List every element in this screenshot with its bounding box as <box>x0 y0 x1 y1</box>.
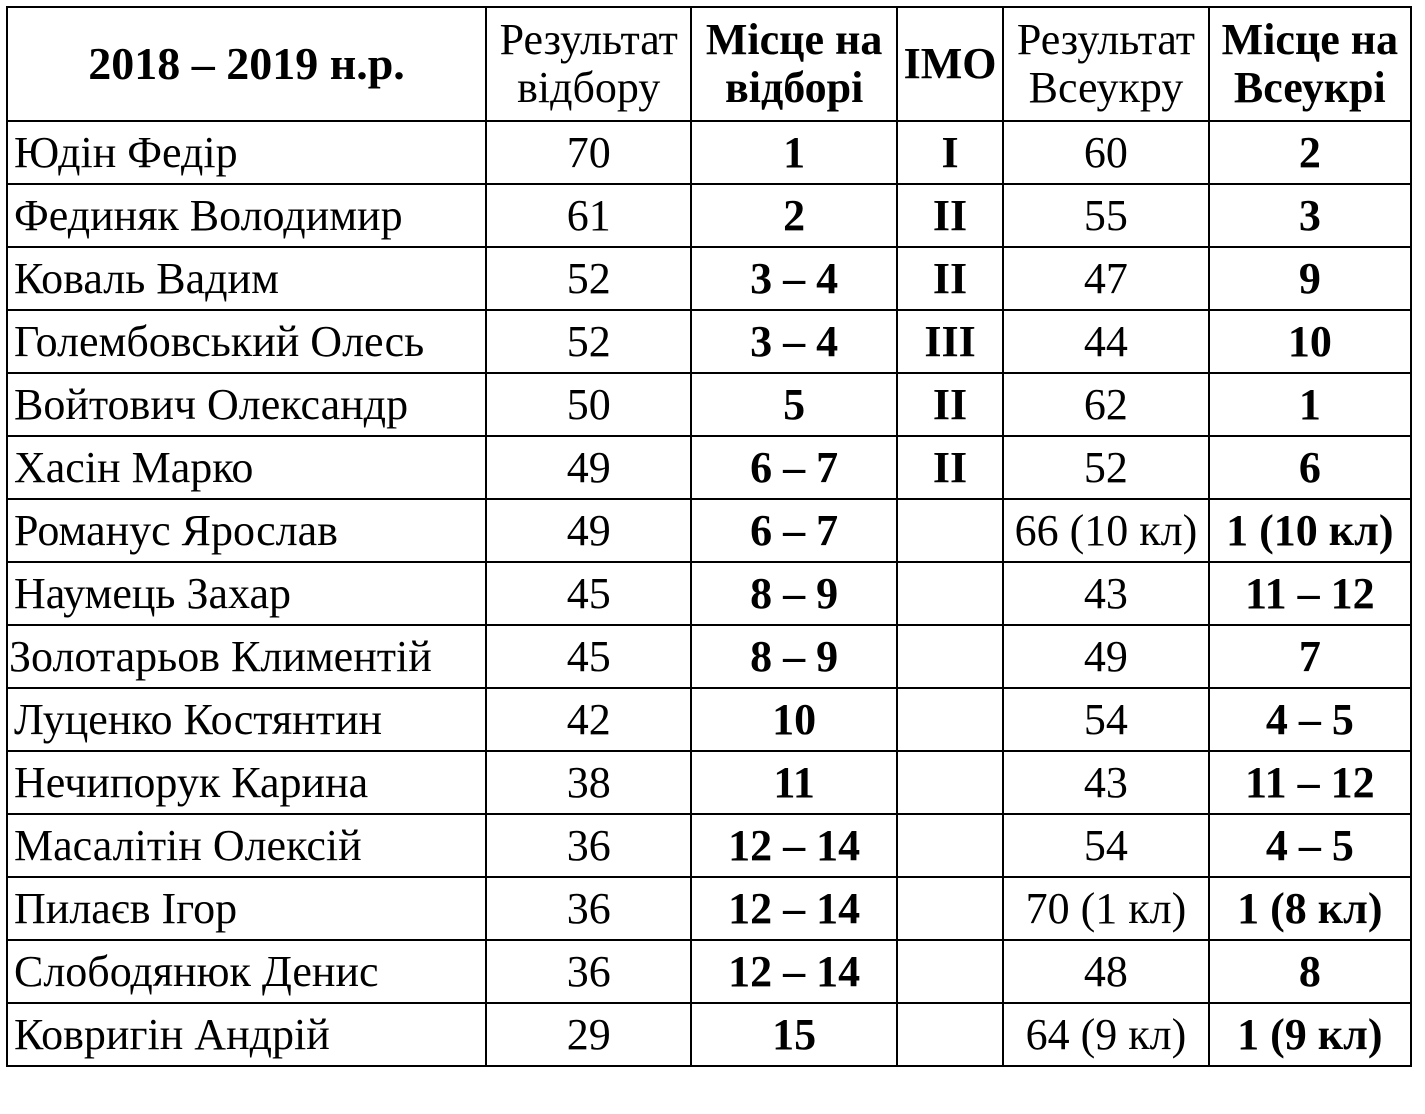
national-result: 55 <box>1003 184 1208 247</box>
national-place: 1 (8 кл) <box>1209 877 1411 940</box>
header-selection-place <box>691 7 896 121</box>
student-name: Ковригін Андрій <box>7 1003 486 1066</box>
student-name: Фединяк Володимир <box>7 184 486 247</box>
national-result: 52 <box>1003 436 1208 499</box>
selection-result: 45 <box>486 625 691 688</box>
selection-place: 12 – 14 <box>691 814 896 877</box>
selection-place: 11 <box>691 751 896 814</box>
student-name: Наумець Захар <box>7 562 486 625</box>
imo-medal: II <box>897 373 1003 436</box>
imo-medal <box>897 1003 1003 1066</box>
header-national-result-line2: Всеукру <box>1028 63 1184 112</box>
table-row <box>7 121 1411 184</box>
table-row <box>7 814 1411 877</box>
imo-medal <box>897 877 1003 940</box>
national-result: 48 <box>1003 940 1208 1003</box>
national-place: 10 <box>1209 310 1411 373</box>
table-row <box>7 940 1411 1003</box>
student-name: Войтович Олександр <box>7 373 486 436</box>
academic-year-title: 2018 – 2019 н.р. <box>7 7 486 121</box>
student-name: Луценко Костянтин <box>7 688 486 751</box>
imo-medal: II <box>897 184 1003 247</box>
selection-result: 38 <box>486 751 691 814</box>
selection-place: 12 – 14 <box>691 877 896 940</box>
imo-medal <box>897 499 1003 562</box>
student-name: Хасін Марко <box>7 436 486 499</box>
header-national-place-line2: Всеукрі <box>1233 63 1386 112</box>
imo-medal <box>897 688 1003 751</box>
student-name: Романус Ярослав <box>7 499 486 562</box>
header-selection-place-line1: Місце на <box>705 15 883 64</box>
selection-result: 49 <box>486 499 691 562</box>
national-result: 64 (9 кл) <box>1003 1003 1208 1066</box>
student-name: Пилаєв Ігор <box>7 877 486 940</box>
student-name: Масалітін Олексій <box>7 814 486 877</box>
table-row <box>7 625 1411 688</box>
imo-medal: II <box>897 436 1003 499</box>
imo-medal <box>897 751 1003 814</box>
table-row <box>7 562 1411 625</box>
national-result: 54 <box>1003 688 1208 751</box>
header-row <box>7 7 1411 121</box>
national-place: 7 <box>1209 625 1411 688</box>
national-place: 3 <box>1209 184 1411 247</box>
national-place: 1 (10 кл) <box>1209 499 1411 562</box>
national-result: 49 <box>1003 625 1208 688</box>
header-national-result <box>1003 7 1208 121</box>
selection-result: 50 <box>486 373 691 436</box>
selection-place: 2 <box>691 184 896 247</box>
selection-result: 42 <box>486 688 691 751</box>
table-row <box>7 184 1411 247</box>
national-result: 43 <box>1003 562 1208 625</box>
selection-place: 15 <box>691 1003 896 1066</box>
selection-place: 1 <box>691 121 896 184</box>
header-national-place <box>1209 7 1411 121</box>
table-row <box>7 310 1411 373</box>
imo-medal <box>897 940 1003 1003</box>
header-selection-result-line1: Результат <box>499 15 678 64</box>
national-result: 62 <box>1003 373 1208 436</box>
imo-medal: I <box>897 121 1003 184</box>
table-row <box>7 877 1411 940</box>
header-imo: IMO <box>897 7 1003 121</box>
selection-place: 10 <box>691 688 896 751</box>
selection-place: 3 – 4 <box>691 247 896 310</box>
student-name: Юдін Федір <box>7 121 486 184</box>
table-row <box>7 751 1411 814</box>
table-row <box>7 247 1411 310</box>
national-result: 43 <box>1003 751 1208 814</box>
national-place: 6 <box>1209 436 1411 499</box>
national-result: 60 <box>1003 121 1208 184</box>
selection-place: 8 – 9 <box>691 625 896 688</box>
table-row <box>7 436 1411 499</box>
imo-medal <box>897 814 1003 877</box>
national-place: 1 <box>1209 373 1411 436</box>
imo-medal: II <box>897 247 1003 310</box>
selection-result: 70 <box>486 121 691 184</box>
national-place: 4 – 5 <box>1209 688 1411 751</box>
selection-result: 61 <box>486 184 691 247</box>
selection-place: 5 <box>691 373 896 436</box>
national-result: 66 (10 кл) <box>1003 499 1208 562</box>
national-place: 9 <box>1209 247 1411 310</box>
national-result: 54 <box>1003 814 1208 877</box>
national-place: 2 <box>1209 121 1411 184</box>
selection-result: 45 <box>486 562 691 625</box>
imo-medal <box>897 562 1003 625</box>
selection-place: 12 – 14 <box>691 940 896 1003</box>
selection-result: 36 <box>486 814 691 877</box>
selection-result: 52 <box>486 310 691 373</box>
selection-result: 36 <box>486 940 691 1003</box>
national-place: 11 – 12 <box>1209 562 1411 625</box>
header-selection-result <box>486 7 691 121</box>
student-name: Коваль Вадим <box>7 247 486 310</box>
table-row <box>7 1003 1411 1066</box>
national-result: 47 <box>1003 247 1208 310</box>
student-name: Голембовський Олесь <box>7 310 486 373</box>
national-result: 70 (1 кл) <box>1003 877 1208 940</box>
national-place: 8 <box>1209 940 1411 1003</box>
results-table <box>6 6 1412 1067</box>
student-name: Нечипорук Карина <box>7 751 486 814</box>
table-row <box>7 373 1411 436</box>
selection-place: 6 – 7 <box>691 499 896 562</box>
selection-place: 6 – 7 <box>691 436 896 499</box>
selection-place: 3 – 4 <box>691 310 896 373</box>
header-selection-place-line2: відборі <box>724 63 864 112</box>
selection-result: 52 <box>486 247 691 310</box>
student-name: Золотарьов Климентій <box>7 625 486 688</box>
table-row <box>7 499 1411 562</box>
selection-result: 36 <box>486 877 691 940</box>
header-national-result-line1: Результат <box>1016 15 1196 64</box>
selection-place: 8 – 9 <box>691 562 896 625</box>
header-selection-result-line2: відбору <box>517 63 661 112</box>
table-body <box>7 121 1411 1066</box>
national-place: 11 – 12 <box>1209 751 1411 814</box>
national-place: 4 – 5 <box>1209 814 1411 877</box>
table-header <box>7 7 1411 121</box>
imo-medal <box>897 625 1003 688</box>
selection-result: 49 <box>486 436 691 499</box>
student-name: Слободянюк Денис <box>7 940 486 1003</box>
national-place: 1 (9 кл) <box>1209 1003 1411 1066</box>
table-row <box>7 688 1411 751</box>
selection-result: 29 <box>486 1003 691 1066</box>
national-result: 44 <box>1003 310 1208 373</box>
imo-medal: III <box>897 310 1003 373</box>
header-national-place-line1: Місце на <box>1221 15 1399 64</box>
